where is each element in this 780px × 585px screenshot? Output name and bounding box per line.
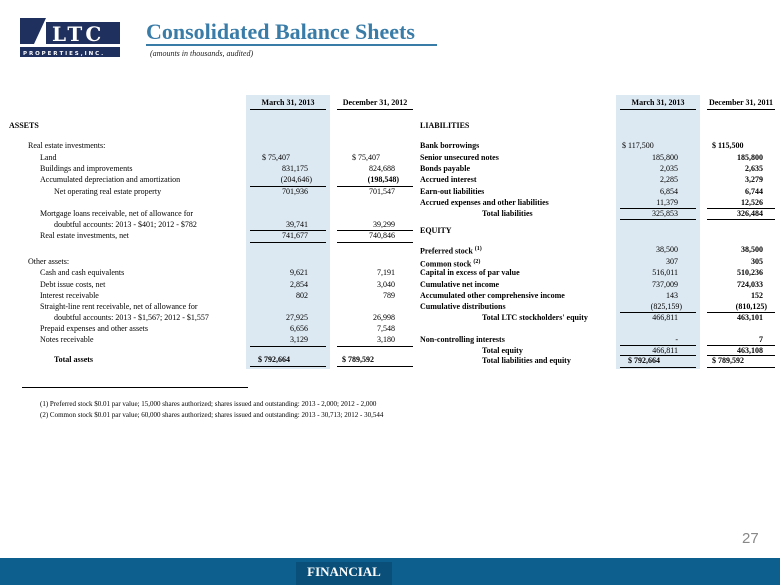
liab-row-label: Capital in excess of par value (420, 268, 520, 277)
liab-col-b-value: 12,526 (741, 198, 763, 207)
page-number: 27 (742, 530, 759, 547)
page-subtitle: (amounts in thousands, audited) (150, 49, 254, 58)
liab-col-a-shade (616, 95, 700, 369)
common-stock-label: Common stock (420, 259, 472, 269)
assets-col-b-rule (337, 109, 413, 110)
assets-row-label: Notes receivable (40, 335, 94, 344)
assets-heading: ASSETS (9, 121, 39, 130)
equity-heading: EQUITY (420, 226, 452, 235)
assets-col-a-value: 2,854 (290, 280, 308, 289)
total-liab-equity-col-a: $ 792,664 (628, 356, 660, 365)
assets-col-a-value: 6,656 (290, 324, 308, 333)
rule (620, 367, 696, 368)
footnote-separator (22, 387, 248, 388)
liab-col-b-header: December 31, 2011 (708, 98, 774, 107)
liab-row-label: Bonds payable (420, 164, 471, 173)
liab-col-b-value: (810,125) (735, 302, 767, 311)
assets-col-a-value: (204,646) (280, 175, 312, 184)
assets-col-a-rule (250, 109, 326, 110)
assets-row-label: Accumulated depreciation and amortization (40, 175, 181, 184)
assets-row-label: Land (40, 153, 57, 162)
liab-col-a-value: $ 117,500 (622, 141, 654, 150)
footnote-1: (1) Preferred stock $0.01 par value; 15,000 shares authorized; shares issued and outstanding: 2013 - 2,000; 2012 - 2,000 (40, 400, 377, 408)
assets-row-label: Real estate investments: (28, 141, 106, 150)
liab-col-b-value: 305 (751, 257, 763, 266)
assets-col-b-header: December 31, 2012 (342, 98, 408, 107)
liab-row-label: Earn-out liabilities (420, 187, 485, 196)
footnote-2: (2) Common stock $0.01 par value; 60,000 shares authorized; shares issued and outstanding: 2013 - 30,713; 2012 - 30,544 (40, 411, 384, 419)
assets-col-b-value: 3,180 (377, 335, 395, 344)
assets-col-a-value: 701,936 (282, 187, 308, 196)
assets-col-b-value: 3,040 (377, 280, 395, 289)
liab-col-b-value: 185,800 (737, 153, 763, 162)
liab-col-a-value: 325,853 (652, 209, 678, 218)
rule (337, 346, 413, 347)
rule (250, 242, 326, 243)
assets-col-b-value: $ 75,407 (352, 153, 380, 162)
liab-col-b-rule (707, 109, 775, 110)
liab-row-label: Cumulative net income (420, 280, 500, 289)
footnote-ref-1: (1) (474, 246, 482, 252)
liab-col-a-value: 466,811 (652, 313, 678, 322)
assets-col-b-value: 39,299 (373, 220, 395, 229)
assets-row-label: doubtful accounts: 2013 - $401; 2012 - $782 (54, 220, 197, 229)
liab-row-label (420, 244, 482, 257)
assets-col-b-value: 7,191 (377, 268, 395, 277)
liab-col-a-value: 307 (666, 257, 678, 266)
liab-col-a-value: 516,011 (652, 268, 678, 277)
assets-col-b-value: 26,998 (373, 313, 395, 322)
liab-row-label: Accumulated other comprehensive income (420, 291, 565, 300)
rule (620, 219, 696, 220)
liab-row-label: Total liabilities (482, 209, 533, 218)
assets-col-b-value: 740,846 (369, 231, 395, 240)
liab-row-label: Cumulative distributions (420, 302, 506, 311)
liab-col-b-value: 724,033 (737, 280, 763, 289)
preferred-stock-label: Preferred stock (420, 246, 473, 256)
liab-col-a-header: March 31, 2013 (631, 98, 685, 107)
assets-col-a-value: 831,175 (282, 164, 308, 173)
assets-row-label: Debt issue costs, net (40, 280, 106, 289)
rule (707, 219, 775, 220)
liab-col-b-value: 510,236 (737, 268, 763, 277)
total-assets-col-b: $ 789,592 (342, 355, 374, 364)
assets-col-b-value: 789 (383, 291, 395, 300)
assets-row-label: Net operating real estate property (54, 187, 162, 196)
liab-col-b-value: 7 (759, 335, 763, 344)
liab-col-a-value: 6,854 (660, 187, 678, 196)
title-underline (146, 44, 437, 46)
liab-col-b-value: 3,279 (745, 175, 763, 184)
assets-col-a-value: 9,621 (290, 268, 308, 277)
liab-col-b-value: 38,500 (741, 245, 763, 254)
assets-col-a-value: 3,129 (290, 335, 308, 344)
assets-row-label: Interest receivable (40, 291, 99, 300)
assets-col-b-value: 7,548 (377, 324, 395, 333)
liab-row-label: Senior unsecured notes (420, 153, 499, 162)
assets-row-label: Buildings and improvements (40, 164, 133, 173)
rule (707, 367, 775, 368)
assets-col-a-value: 39,741 (286, 220, 308, 229)
liab-col-a-value: - (675, 335, 678, 344)
liab-col-a-value: (825,159) (650, 302, 682, 311)
assets-row-label: Straight-line rent receivable, net of allowance for (40, 302, 198, 311)
liab-row-label: Non-controlling interests (420, 335, 505, 344)
rule (337, 242, 413, 243)
page-title: Consolidated Balance Sheets (146, 19, 415, 44)
assets-row-label: Mortgage loans receivable, net of allowance for (40, 209, 194, 218)
liab-row-label: Total LTC stockholders' equity (482, 313, 588, 322)
assets-row-label: Real estate investments, net (40, 231, 129, 240)
liab-row-label: Accrued interest (420, 175, 477, 184)
liab-row-label: Bank borrowings (420, 141, 480, 150)
liab-col-b-value: 463,101 (737, 313, 763, 322)
assets-col-a-value: 27,925 (286, 313, 308, 322)
assets-col-b-value: (198,548) (367, 175, 399, 184)
liab-col-a-value: 466,811 (652, 346, 678, 355)
liab-row-label: Accrued expenses and other liabilities (420, 198, 549, 207)
assets-row-label: doubtful accounts: 2013 - $1,567; 2012 - $1,557 (54, 313, 209, 322)
total-assets-col-a: $ 792,664 (258, 355, 290, 364)
assets-col-b-value: 701,547 (369, 187, 395, 196)
liab-col-b-value: 152 (751, 291, 763, 300)
total-assets-label: Total assets (54, 355, 94, 364)
liab-col-b-value: 6,744 (745, 187, 763, 196)
rule (337, 366, 413, 367)
assets-row-label: Cash and cash equivalents (40, 268, 125, 277)
assets-col-a-header: March 31, 2013 (261, 98, 315, 107)
company-logo (16, 14, 120, 60)
assets-row-label: Other assets: (28, 257, 70, 266)
assets-col-a-value: $ 75,407 (262, 153, 290, 162)
assets-col-a-value: 802 (296, 291, 308, 300)
assets-col-a-value: 741,677 (282, 231, 308, 240)
liab-col-a-rule (620, 109, 696, 110)
liab-col-b-value: 463,108 (737, 346, 763, 355)
liab-col-a-value: 11,379 (656, 198, 678, 207)
liab-col-b-value: 2,635 (745, 164, 763, 173)
liab-row-label: Total equity (482, 346, 523, 355)
liab-col-a-value: 38,500 (656, 245, 678, 254)
liab-col-a-value: 737,009 (652, 280, 678, 289)
liab-col-a-value: 143 (666, 291, 678, 300)
liabilities-heading: LIABILITIES (420, 121, 470, 130)
liab-col-a-value: 2,035 (660, 164, 678, 173)
assets-col-b-value: 824,688 (369, 164, 395, 173)
total-liab-equity-col-b: $ 789,592 (712, 356, 744, 365)
liab-col-a-value: 2,285 (660, 175, 678, 184)
logo-mark (16, 14, 120, 60)
logo-subtext: P R O P E R T I E S , I N C . (23, 51, 104, 57)
logo-text: LTC (52, 22, 105, 46)
total-liabilities-equity-label: Total liabilities and equity (482, 356, 571, 365)
rule (250, 346, 326, 347)
footer-section-label: FINANCIAL (307, 564, 381, 579)
rule (250, 366, 326, 367)
liab-col-b-value: 326,484 (737, 209, 763, 218)
assets-row-label: Prepaid expenses and other assets (40, 324, 148, 333)
footnote-ref-2: (2) (473, 259, 481, 265)
liab-col-a-value: 185,800 (652, 153, 678, 162)
liab-col-b-value: $ 115,500 (712, 141, 744, 150)
